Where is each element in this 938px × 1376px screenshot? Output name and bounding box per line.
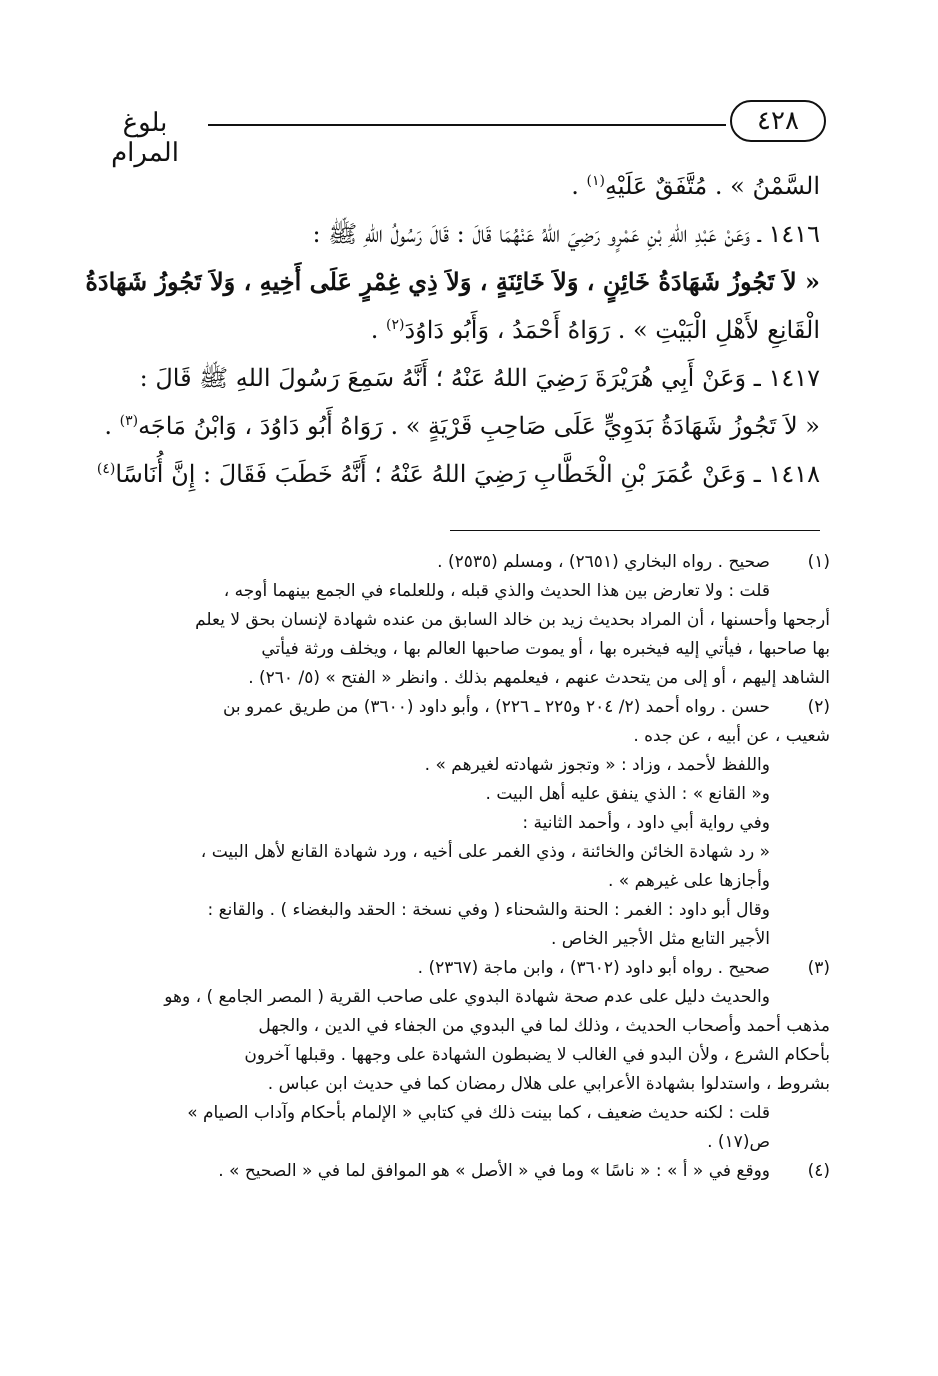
footnote-line — [78, 780, 830, 809]
footnote-text: صحيح . رواه البخاري (٢٦٥١) ، ومسلم (٢٥٣٥) . — [437, 552, 770, 572]
footnote-line — [78, 896, 830, 925]
text-line — [78, 162, 820, 210]
text-line-content: السَّمْنُ » . مُتَّفَقٌ عَلَيْهِ — [605, 172, 820, 200]
footnote-text: بشروط ، واستدلوا بشهادة الأعرابي على هلال رمضان كما في حديث ابن عباس . — [267, 1074, 830, 1094]
footnote-number: (٢) — [807, 697, 830, 717]
footnote-text: ص(١٧) . — [707, 1132, 770, 1152]
text-line-tail: . — [571, 172, 587, 200]
text-line-content: « لاَ تَجُوزُ شَهَادَةُ خَائِنٍ ، وَلاَ خَائِنَةٍ ، وَلاَ ذِي غِمْرٍ عَلَى أَخِيهِ ، وَلاَ تَجُوزُ شَهَادَةُ — [85, 267, 820, 296]
footnote-text: شعيب ، عن أبيه ، عن جده . — [633, 726, 830, 746]
footnote-marker[interactable]: (٢) — [386, 317, 405, 333]
footnote-line — [78, 693, 830, 722]
footnote-line — [78, 635, 830, 664]
page-header — [86, 94, 826, 168]
text-line — [78, 354, 820, 402]
footnote-text: صحيح . رواه أبو داود (٣٦٠٢) ، وابن ماجة (٢٣٦٧) . — [417, 958, 770, 978]
footnote-text: وأجازها على غيرهم » . — [607, 871, 770, 891]
footnote-text: قلت : ولا تعارض بين هذا الحديث والذي قبله ، وللعلماء في الجمع بينهما أوجه ، — [223, 581, 770, 601]
footnote-line — [78, 838, 830, 867]
text-line-tail: . — [104, 412, 120, 440]
footnote-line — [78, 1128, 830, 1157]
footnote-text: الشاهد إليهم ، أو إلى من يتحدث عنهم ، فيعلمهم بذلك . وانظر « الفتح » (٥/ ٢٦٠) . — [248, 668, 830, 688]
footnote-line — [78, 722, 830, 751]
footnote-line — [78, 751, 830, 780]
footnote-text: بها صاحبها ، فيأتي إليه فيخبره بها ، أو يموت صاحبها العالم بها ، ويخلف ورثة فيأتي — [261, 639, 830, 659]
footnote-line — [78, 1157, 830, 1186]
footnote-line — [78, 577, 830, 606]
text-line — [78, 258, 820, 306]
text-line-tail: . — [370, 316, 386, 344]
footnote-marker[interactable]: (١) — [586, 173, 605, 189]
text-line-content: ١٤١٨ ـ وَعَنْ عُمَرَ بْنِ الْخَطَّابِ رَضِيَ اللهُ عَنْهُ ؛ أَنَّهُ خَطَبَ فَقَالَ : إِنَّ أُنَاسًا — [115, 460, 820, 488]
text-line-content: الْقَانِعِ لأَهْلِ الْبَيْتِ » . رَوَاهُ أَحْمَدُ ، وَأَبُو دَاوُدَ — [404, 316, 820, 344]
text-line-content: ١٤١٧ ـ وَعَنْ أَبِي هُرَيْرَةَ رَضِيَ اللهُ عَنْهُ ؛ أَنَّهُ سَمِعَ رَسُولَ اللهِ ﷺ قَالَ : — [139, 364, 820, 392]
footnote-number: (٣) — [807, 958, 830, 978]
footnote-line — [78, 954, 830, 983]
text-line — [78, 450, 820, 498]
footnote-text: وقال أبو داود : الغمر : الحنة والشحناء ( وفي نسخة : الحقد والبغضاء ) . والقانع : — [207, 900, 770, 920]
footnote-text: و« القانع » : الذي ينفق عليه أهل البيت . — [485, 784, 770, 804]
footnote-text: الأجير التابع مثل الأجير الخاص . — [550, 929, 770, 949]
footnote-number: (٤) — [807, 1161, 830, 1181]
footnote-text: مذهب أحمد وأصحاب الحديث ، وذلك لما في البدوي من الجفاء في الدين ، والجهل — [258, 1016, 830, 1036]
footnote-marker[interactable]: (٣) — [119, 413, 139, 429]
footnote-line — [78, 925, 830, 954]
book-title: بلوغ المرام — [86, 108, 204, 168]
footnote-text: حسن . رواه أحمد (٢/ ٢٠٤ و٢٢٥ ـ ٢٢٦) ، وأبو داود (٣٦٠٠) من طريق عمرو بن — [222, 697, 770, 717]
footnote-line — [78, 1070, 830, 1099]
footnote-line — [78, 809, 830, 838]
footnote-text: ووقع في « أ » : « ناسًا » وما في « الأصل » هو الموافق لما في « الصحيح » . — [218, 1161, 770, 1181]
footnote-text: واللفظ لأحمد ، وزاد : « وتجوز شهادته لغيرهم » . — [424, 755, 770, 775]
text-line — [78, 402, 820, 450]
footnote-text: والحديث دليل على عدم صحة شهادة البدوي على صاحب القرية ( المصر الجامع ) ، وهو — [164, 987, 770, 1007]
page-number: ٤٢٨ — [730, 100, 826, 142]
footnote-line — [78, 606, 830, 635]
footnote-line — [78, 1099, 830, 1128]
text-line-content: ١٤١٦ ـ وَعَنْ عَبْدِ اللهِ بْنِ عَمْرٍو رَضِيَ اللهُ عَنْهُمَا قَالَ : قَالَ رَسُولُ اللهِ ﷺ : — [312, 220, 820, 248]
text-line-content: « لاَ تَجُوزُ شَهَادَةُ بَدَوِيٍّ عَلَى صَاحِبِ قَرْيَةٍ » . رَوَاهُ أَبُو دَاوُدَ ، وَابْنُ مَاجَه — [138, 412, 820, 440]
footnotes — [78, 548, 830, 1186]
text-line — [78, 210, 820, 258]
footnote-text: وفي رواية أبي داود ، وأحمد الثانية : — [522, 813, 770, 833]
footnote-marker[interactable]: (٤) — [96, 461, 116, 477]
footnote-text: قلت : لكنه حديث ضعيف ، كما بينت ذلك في كتابي « الإلمام بأحكام وآداب الصيام » — [187, 1103, 770, 1123]
footnote-text: أرجحها وأحسنها ، أن المراد بحديث زيد بن خالد السابق من عنده شهادة لإنسان بحق لا يعلم — [195, 610, 830, 630]
footnote-number: (١) — [807, 552, 830, 572]
footnote-line — [78, 1012, 830, 1041]
header-rule — [208, 124, 726, 126]
text-line — [78, 306, 820, 354]
footnote-line — [78, 867, 830, 896]
main-text — [78, 162, 820, 498]
footnote-line — [78, 548, 830, 577]
footnote-line — [78, 983, 830, 1012]
footnote-line — [78, 1041, 830, 1070]
footnote-text: « رد شهادة الخائن والخائنة ، وذي الغمر على أخيه ، ورد شهادة القانع لأهل البيت ، — [200, 842, 770, 862]
footnote-line — [78, 664, 830, 693]
footnote-text: بأحكام الشرع ، ولأن البدو في الغالب لا يضبطون الشهادة على وجهها . وقبلها آخرون — [244, 1045, 830, 1065]
footnote-divider — [450, 530, 820, 531]
